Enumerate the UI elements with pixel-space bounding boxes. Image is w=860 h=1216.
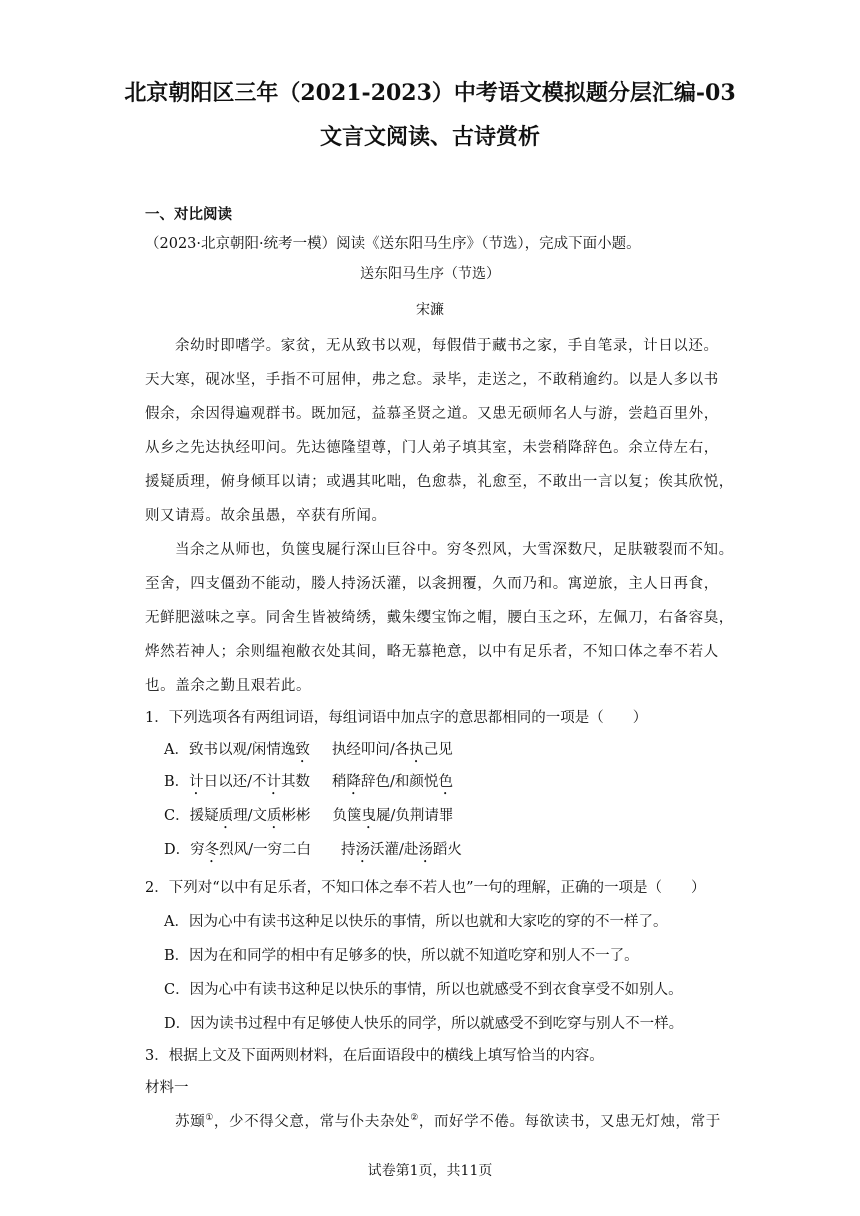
document-title-line-1: 北京朝阳区三年（2021-2023）中考语文模拟题分层汇编-03 — [124, 80, 736, 106]
question-1-option-b: B．计日以还/不计其数 稍降辞色/和颜悦色 — [164, 774, 453, 790]
passage-line: 则又请焉。故余虽愚，卒获有所闻。 — [145, 508, 387, 524]
passage-line: 援疑质理，俯身倾耳以请；或遇其叱咄，色愈恭，礼愈至，不敢出一言以复；俟其欣悦， — [145, 474, 734, 490]
question-1-option-d: D．穷冬烈风/一穷二白 持汤沃灌/赴汤蹈火 — [164, 842, 462, 858]
passage-line: 天大寒，砚冰坚，手指不可屈伸，弗之怠。录毕，走送之，不敢稍逾约。以是人多以书 — [145, 372, 719, 388]
source-line: （2023·北京朝阳·统考一模）阅读《送东阳马生序》（节选），完成下面小题。 — [145, 236, 641, 252]
document-title-line-2: 文言文阅读、古诗赏析 — [319, 124, 540, 150]
question-2-option-c: C．因为心中有读书这种足以快乐的事情，所以也就感受不到衣食享受不如别人。 — [164, 982, 683, 998]
question-1-stem: 1．下列选项各有两组词语，每组词语中加点字的意思都相同的一项是（ ） — [145, 710, 648, 726]
passage-line: 至舍，四支僵劲不能动，媵人持汤沃灌，以衾拥覆，久而乃和。寓逆旅，主人日再食， — [145, 576, 719, 592]
material-text: 苏颋①，少不得父意，常与仆夫杂处②，而好学不倦。每欲读书，又患无灯烛，常于 — [175, 1113, 721, 1130]
passage-line: 也。盖余之勤且艰若此。 — [145, 678, 312, 694]
passage-author: 宋濂 — [416, 302, 444, 318]
passage-line: 烨然若神人；余则缊袍敝衣处其间，略无慕艳意，以中有足乐者，不知口体之奉不若人 — [145, 644, 719, 660]
question-2-option-b: B．因为在和同学的相中有足够多的快，所以就不知道吃穿和别人不一了。 — [164, 948, 639, 964]
passage-line: 假余，余因得遍观群书。既加冠，益慕圣贤之道。又患无硕师名人与游，尝趋百里外， — [145, 406, 719, 422]
passage-line: 当余之从师也，负箧曳屣行深山巨谷中。穷冬烈风，大雪深数尺，足肤皲裂而不知。 — [175, 542, 734, 558]
passage-line: 无鲜肥滋味之享。同舍生皆被绮绣，戴朱缨宝饰之帽，腰白玉之环，左佩刀，右备容臭， — [145, 610, 734, 626]
question-1-option-c: C．援疑质理/文质彬彬 负箧曳屣/负荆请罪 — [164, 808, 454, 824]
passage-line: 余幼时即嗜学。家贫，无从致书以观，每假借于藏书之家，手自笔录，计日以还。 — [175, 338, 719, 354]
question-3-stem: 3．根据上文及下面两则材料，在后面语段中的横线上填写恰当的内容。 — [145, 1048, 604, 1064]
passage-title: 送东阳马生序（节选） — [360, 266, 500, 282]
passage-line: 从乡之先达执经叩问。先达德隆望尊，门人弟子填其室，未尝稍降辞色。余立侍左右， — [145, 440, 719, 456]
question-2-option-d: D．因为读书过程中有足够使人快乐的同学，所以就感受不到吃穿与别人不一样。 — [164, 1016, 684, 1032]
question-2-option-a: A．因为心中有读书这种足以快乐的事情，所以也就和大家吃的穿的不一样了。 — [164, 914, 668, 930]
section-heading: 一、对比阅读 — [145, 206, 232, 223]
question-2-stem: 2．下列对“以中有足乐者，不知口体之奉不若人也”一句的理解，正确的一项是（ ） — [145, 880, 706, 896]
question-1-option-a: A．致书以观/闲情逸致 执经叩问/各执己见 — [164, 742, 453, 758]
page-footer: 试卷第1页，共11页 — [367, 1163, 493, 1179]
material-label: 材料一 — [145, 1080, 189, 1096]
